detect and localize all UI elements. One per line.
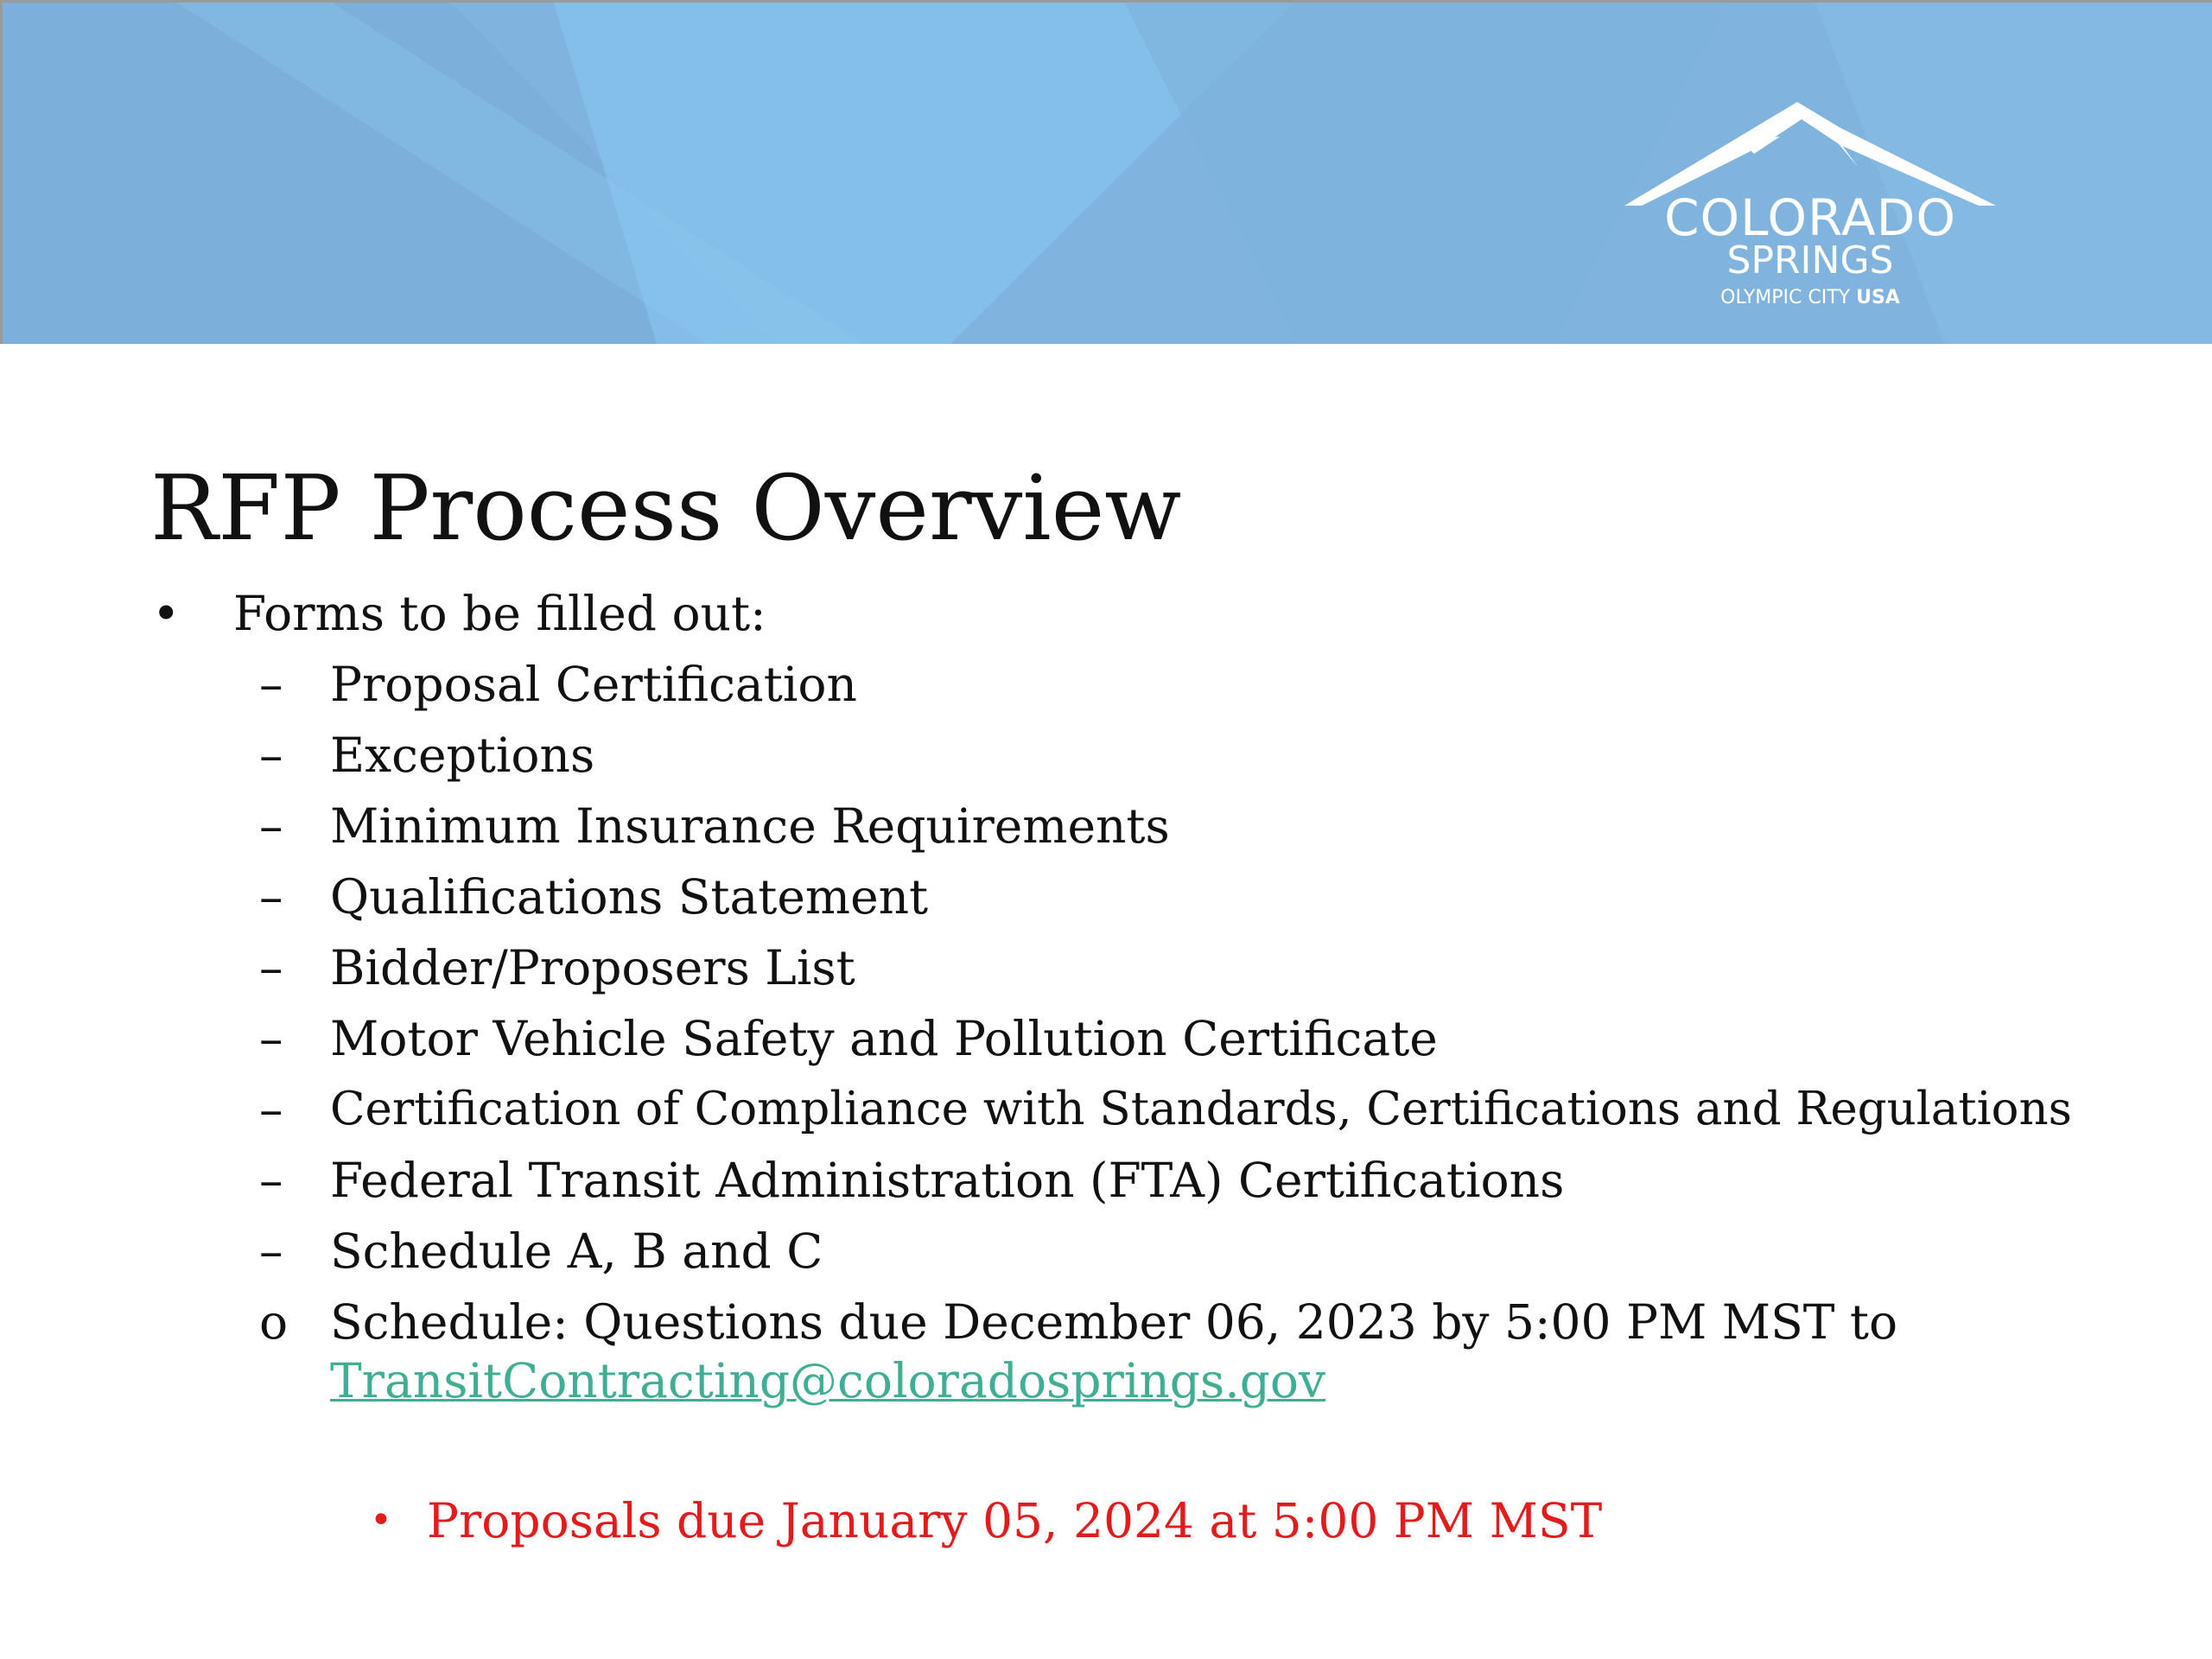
- schedule-text: Schedule: Questions due December 06, 2023 by 5:00 PM MST to: [330, 1294, 1898, 1350]
- list-item: Schedule A, B and C: [330, 1224, 823, 1279]
- deadline-bullet-marker: •: [370, 1498, 392, 1542]
- list-item: Certification of Compliance with Standards, Certifications and Regulations: [330, 1083, 2072, 1135]
- dash-marker: –: [259, 940, 283, 995]
- slide-title: RFP Process Overview: [150, 455, 1182, 561]
- dash-marker: –: [259, 798, 283, 854]
- logo-springs-text: SPRINGS: [1726, 238, 1894, 283]
- main-bullet-marker: •: [152, 586, 181, 641]
- list-item: Federal Transit Administration (FTA) Certifications: [330, 1153, 1565, 1208]
- logo-tagline-bold: USA: [1856, 287, 1900, 308]
- header-banner: [0, 0, 2212, 344]
- dash-marker: –: [259, 1224, 283, 1279]
- list-item: Minimum Insurance Requirements: [330, 798, 1170, 854]
- dash-marker: –: [259, 869, 283, 925]
- list-item: Exceptions: [330, 728, 595, 783]
- logo-tagline: [1624, 287, 1996, 308]
- dash-marker: –: [259, 1153, 283, 1208]
- dash-marker: –: [259, 1011, 283, 1066]
- deadline-text: Proposals due January 05, 2024 at 5:00 PM MST: [427, 1493, 1603, 1548]
- list-item: Bidder/Proposers List: [330, 940, 855, 995]
- colorado-springs-logo: [1624, 102, 1996, 318]
- email-link[interactable]: TransitContracting@coloradosprings.gov: [330, 1353, 1326, 1408]
- list-item: Proposal Certification: [330, 657, 857, 712]
- schedule-marker: o: [259, 1294, 289, 1350]
- logo-tagline-regular: OLYMPIC CITY: [1720, 287, 1857, 308]
- main-bullet-text: Forms to be filled out:: [233, 586, 766, 641]
- list-item: Motor Vehicle Safety and Pollution Certificate: [330, 1011, 1438, 1066]
- dash-marker: –: [259, 1082, 283, 1137]
- logo-colorado-text: COLORADO: [1664, 188, 1956, 247]
- dash-marker: –: [259, 657, 283, 712]
- dash-marker: –: [259, 728, 283, 783]
- list-item: Qualifications Statement: [330, 869, 929, 925]
